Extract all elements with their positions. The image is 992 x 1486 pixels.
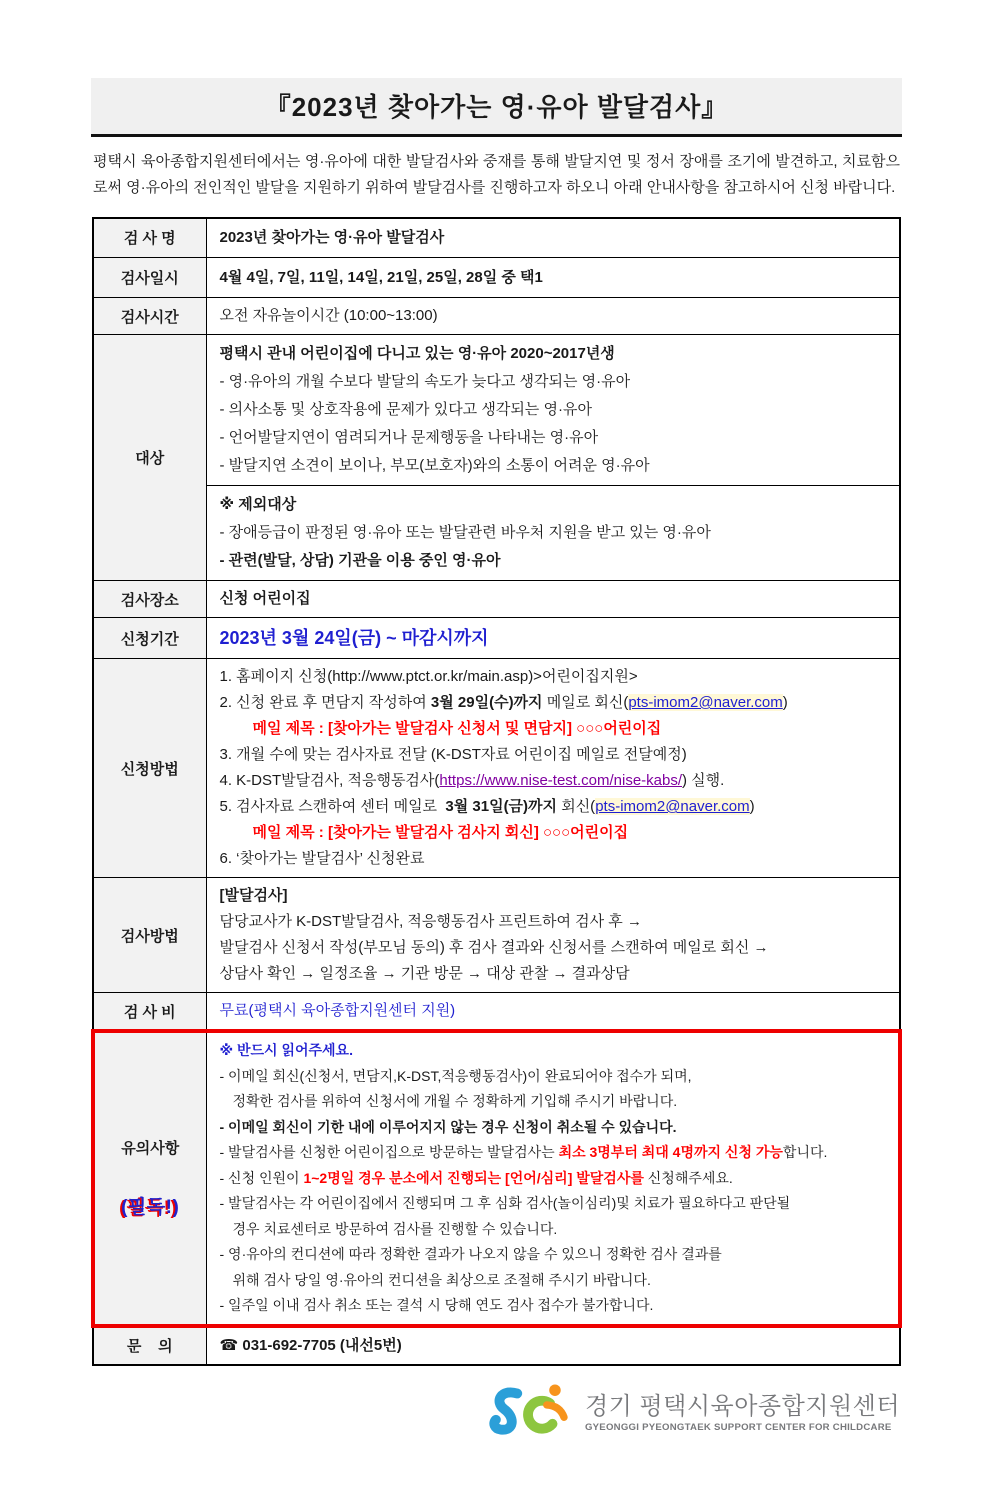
text-segment: 3. 개월 수에 맞는 검사자료 전달 (K-DST자료 어린이집 메일로 전달예정) [219,746,687,764]
text-line [220,303,890,329]
text-line [220,491,890,519]
text-segment: 4. K-DST발달검사, 적응행동검사( [219,772,440,790]
text-segment: 담당교사가 K-DST발달검사, 적응행동검사 프린트하여 검사 후 → [219,913,642,931]
row-value-test-name [206,218,900,258]
text-segment: - 장애등급이 판정된 영·유아 또는 발달관련 바우처 지원을 받고 있는 영·유아 [219,524,711,542]
text-segment: 합니다. [782,1144,828,1161]
text-line [220,1166,889,1192]
text-segment: 2023년 찾아가는 영·유아 발달검사 [219,228,445,246]
text-segment: 2. 신청 완료 후 면담지 작성하여 [219,694,431,712]
row-value-test-fee [206,993,900,1032]
text-segment: 신청해주세요. [643,1169,733,1186]
row-label-test-place: 검사장소 [93,581,206,618]
text-segment: - 발달지연 소견이 보이나, 부모(보호자)와의 소통이 어려운 영·유아 [219,457,650,475]
row-value-test-date [206,258,900,298]
info-table [91,217,902,1366]
text-segment: 2023년 3월 24일(금) ~ 마감시까지 [219,628,489,649]
text-line [220,961,890,987]
text-segment: [발달검사] [219,887,288,905]
text-line [220,820,890,846]
footer-logo [91,1382,902,1446]
text-segment: ※ 제외대상 [219,496,297,514]
text-line [220,1217,889,1243]
document-title: 『2023년 찾아가는 영·유아 발달검사』 [91,78,902,137]
text-segment: ) [782,694,788,712]
text-segment: 1. 홈페이지 신청(http://www.ptct.or.kr/main.asp)>어린이집지원> [219,668,638,686]
text-segment: - 일주일 이내 검사 취소 또는 결석 시 당해 연도 검사 접수가 불가합니다. [219,1297,654,1314]
center-logo-icon [489,1382,575,1446]
text-segment: 회신( [557,798,596,816]
text-segment: - 관련(발달, 상담) 기관을 이용 중인 영·유아 [219,552,501,570]
text-segment: 3월 29일(수)까지 [430,694,543,712]
footer-org-name-english: GYEONGGI PYEONGTAEK SUPPORT CENTER FOR CHILDCARE [584,1422,892,1434]
table-row-test-name [93,218,900,258]
text-segment: 메일 제목 : [찾아가는 발달검사 검사지 회신] ○○○어린이집 [252,824,629,842]
text-segment: 오전 자유놀이시간 (10:00~13:00) [219,307,438,325]
text-line [220,1191,889,1217]
text-line [220,586,890,612]
text-segment: - 신청 인원이 [219,1169,304,1186]
table-row-contact [93,1326,900,1365]
row-value-apply-period [206,618,900,659]
text-line [220,909,890,935]
url-link[interactable]: https://www.nise-test.com/nise-kabs/ [439,772,683,790]
text-segment: 6. ‘찾아가는 발달검사’ 신청완료 [219,850,425,868]
table-row-test-method [93,878,900,993]
table-row-apply-method [93,659,900,878]
text-segment: - 언어발달지연이 염려되거나 문제행동을 나타내는 영·유아 [219,429,599,447]
text-segment: 무료(평택시 육아종합지원센터 지원) [219,1002,456,1020]
text-segment: 발달검사 신청서 작성(부모님 동의) 후 검사 결과와 신청서를 스캔하여 메일로 회신 → [219,939,769,957]
text-line [220,716,890,742]
text-line [220,935,890,961]
text-segment: ) [749,798,755,816]
text-segment: 4월 4일, 7일, 11일, 14일, 21일, 25일, 28일 중 택1 [219,268,543,286]
text-segment: 상담사 확인 → 일정조율 → 기관 방문 → 대상 관찰 → 결과상담 [219,965,630,983]
text-segment: 메일 제목 : [찾아가는 발달검사 신청서 및 면담지] ○○○어린이집 [252,720,662,738]
text-line [220,664,890,690]
text-line [220,1333,890,1359]
text-line [220,225,890,251]
email-link[interactable]: pts-imom2@naver.com [595,798,750,816]
text-line [220,396,890,424]
text-segment: - 발달검사는 각 어린이집에서 진행되며 그 후 심화 검사(놀이심리)및 치료가 필요하다고 판단될 [219,1195,791,1212]
row-label-notice [93,1031,206,1326]
text-segment: - 의사소통 및 상호작용에 문제가 있다고 생각되는 영·유아 [219,401,592,419]
text-segment: 위해 검사 당일 영·유아의 컨디션을 최상으로 조절해 주시기 바랍니다. [232,1271,651,1288]
row-label-test-time: 검사시간 [93,298,206,335]
table-row-target [93,335,900,486]
text-segment: ) 실행. [682,772,725,790]
text-line [220,424,890,452]
text-segment: - 영·유아의 컨디션에 따라 정확한 결과가 나오지 않을 수 있으니 정확한 검사 결과를 [219,1246,722,1263]
text-line [220,547,890,575]
row-label-target: 대상 [93,335,206,581]
table-row-test-date [93,258,900,298]
text-line [220,768,890,794]
text-line [220,690,890,716]
text-segment: ※ 반드시 읽어주세요. [219,1042,353,1059]
text-segment: 정확한 검사를 위하여 신청서에 개월 수 정확하게 기입해 주시기 바랍니다. [232,1093,678,1110]
text-segment: - 발달검사를 신청한 어린이집으로 방문하는 발달검사는 [219,1144,559,1161]
footer-org-name-korean: 경기 평택시육아종합지원센터 [584,1392,900,1420]
row-label-test-method: 검사방법 [93,878,206,993]
row-label-test-fee: 검 사 비 [93,993,206,1032]
text-line [220,340,890,368]
row-value-test-time [206,298,900,335]
row-label-test-date: 검사일시 [93,258,206,298]
table-row-apply-period [93,618,900,659]
text-segment: 평택시 관내 어린이집에 다니고 있는 영·유아 2020~2017년생 [219,345,615,363]
text-line [220,265,890,291]
text-segment: - 이메일 회신(신청서, 면담지,K-DST,적응행동검사)이 완료되어야 접수가 되며, [219,1067,692,1084]
text-line [220,1064,889,1090]
row-value-test-method [206,878,900,993]
text-line [220,1242,889,1268]
row-value-apply-method [206,659,900,878]
row-value-target [206,335,900,486]
row-label-apply-period: 신청기간 [93,618,206,659]
row-label-contact: 문 의 [93,1326,206,1365]
table-row-test-time [93,298,900,335]
text-line [220,1089,889,1115]
intro-paragraph: 평택시 육아종합지원센터에서는 영·유아에 대한 발달검사와 중재를 통해 발달지연 및 정서 장애를 조기에 발견하고, 치료함으로써 영·유아의 전인적인 발달을 지원하기 위하여 발달검사를 진행하고자 하오니 아래 안내사항을 참고하시어 신청 바랍니다. [93,153,900,196]
table-row-test-fee [93,993,900,1032]
text-line [220,623,890,653]
text-segment: ☎ 031-692-7705 (내선5번) [219,1336,402,1354]
text-segment: 5. 검사자료 스캔하여 센터 메일로 [219,798,446,816]
text-line [220,1038,889,1064]
notice-required-label: (필독!) [121,1197,180,1219]
notice-label: 유의사항 [121,1140,180,1158]
text-line [220,1115,889,1141]
table-row-target-exclusions [93,486,900,581]
row-value-test-place [206,581,900,618]
text-segment: - 영·유아의 개월 수보다 발달의 속도가 늦다고 생각되는 영·유아 [219,373,631,391]
email-link[interactable]: pts-imom2@naver.com [628,694,783,712]
text-segment: 경우 치료센터로 방문하여 검사를 진행할 수 있습니다. [232,1220,558,1237]
text-segment: 3월 31일(금)까지 [445,798,558,816]
text-line [220,883,890,909]
row-label-apply-method: 신청방법 [93,659,206,878]
text-line [220,1293,889,1319]
text-segment: 최소 3명부터 최대 4명까지 신청 가능 [558,1144,783,1161]
table-row-test-place [93,581,900,618]
text-line [220,452,890,480]
table-row-notice [93,1031,900,1326]
text-line [220,998,890,1024]
row-value-target-exclusions [206,486,900,581]
text-line [220,519,890,547]
text-line [220,1140,889,1166]
text-line [220,1268,889,1294]
row-value-contact [206,1326,900,1365]
text-line [220,794,890,820]
text-line [220,368,890,396]
row-value-notice [206,1031,900,1326]
text-segment: 1~2명일 경우 분소에서 진행되는 [언어/심리] 발달검사를 [303,1169,644,1186]
text-segment: 메일로 회신( [542,694,629,712]
row-label-test-name: 검 사 명 [93,218,206,258]
text-segment: - 이메일 회신이 기한 내에 이루어지지 않는 경우 신청이 취소될 수 있습니다. [219,1118,677,1135]
text-segment: 신청 어린이집 [219,590,311,608]
text-line [220,846,890,872]
text-line [220,742,890,768]
